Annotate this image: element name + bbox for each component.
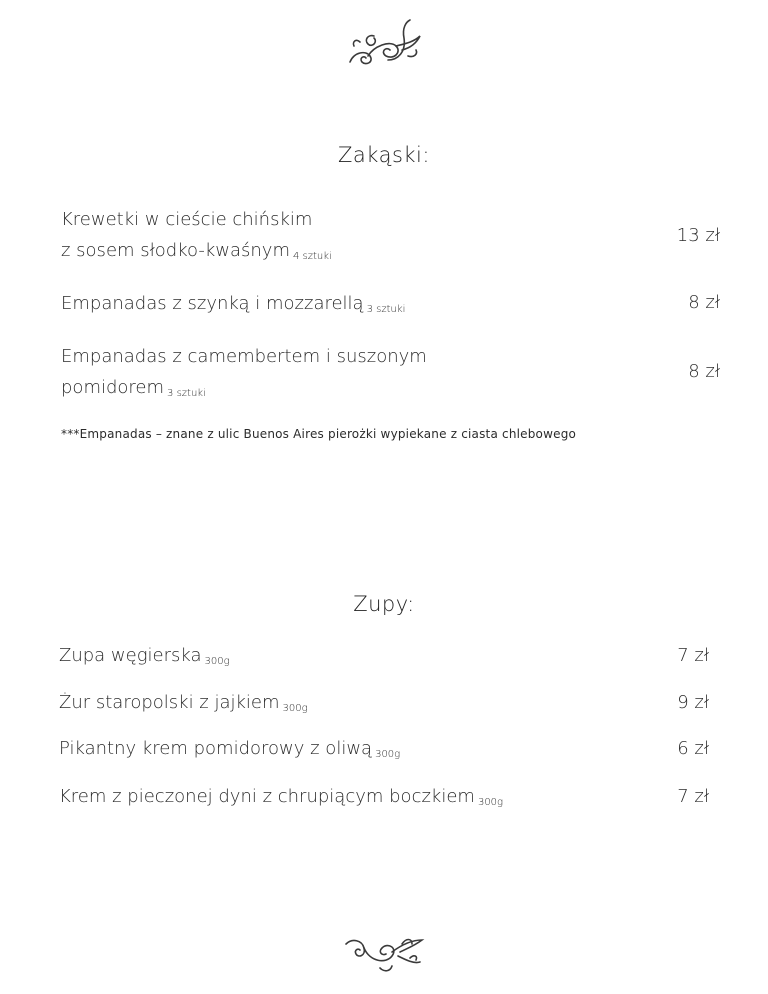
section-title-zupy: Zupy: <box>353 592 415 616</box>
item-quantity: 300g <box>477 797 504 808</box>
item-quantity: 300g <box>282 703 308 714</box>
item-quantity: 4 sztuki <box>292 251 332 262</box>
item-price: 7 zł <box>677 786 709 807</box>
bottom-flourish-icon <box>342 928 426 974</box>
item-price: 6 zł <box>677 738 709 759</box>
item-name: Zupa węgierska <box>59 645 202 666</box>
item-name: Krem z pieczonej dyni z chrupiącym boczkiem <box>59 786 475 807</box>
item-price: 9 zł <box>677 692 709 713</box>
menu-item <box>61 204 332 272</box>
menu-item <box>59 733 400 770</box>
item-price: 8 zł <box>688 292 720 313</box>
menu-item <box>61 288 405 325</box>
item-name-line1: Empanadas z szynką i mozzarellą <box>61 293 364 314</box>
item-name-line1: Empanadas z camembertem i suszonym <box>61 346 427 367</box>
item-name-line2: pomidorem <box>61 377 165 398</box>
menu-item <box>61 341 427 409</box>
item-price: 13 zł <box>676 225 720 246</box>
item-name: Żur staropolski z jajkiem <box>59 692 280 713</box>
item-price: 7 zł <box>677 645 709 666</box>
item-name-line1: Krewetki w cieście chińskim <box>61 209 313 230</box>
item-name-line2: z sosem słodko-kwaśnym <box>61 240 290 261</box>
item-quantity: 300g <box>375 749 401 760</box>
top-flourish-icon <box>344 16 424 72</box>
menu-item <box>59 640 230 677</box>
item-quantity: 3 sztuki <box>366 304 406 315</box>
empanadas-footnote: ***Empanadas – znane z ulic Buenos Aires pierożki wypiekane z ciasta chlebowego <box>61 427 577 441</box>
section-title-zakaski: Zakąski: <box>338 143 430 167</box>
item-quantity: 3 sztuki <box>167 388 206 399</box>
item-price: 8 zł <box>688 361 720 382</box>
item-name: Pikantny krem pomidorowy z oliwą <box>59 738 373 759</box>
menu-item <box>59 687 308 724</box>
item-quantity: 300g <box>204 656 230 667</box>
menu-item <box>59 781 503 818</box>
